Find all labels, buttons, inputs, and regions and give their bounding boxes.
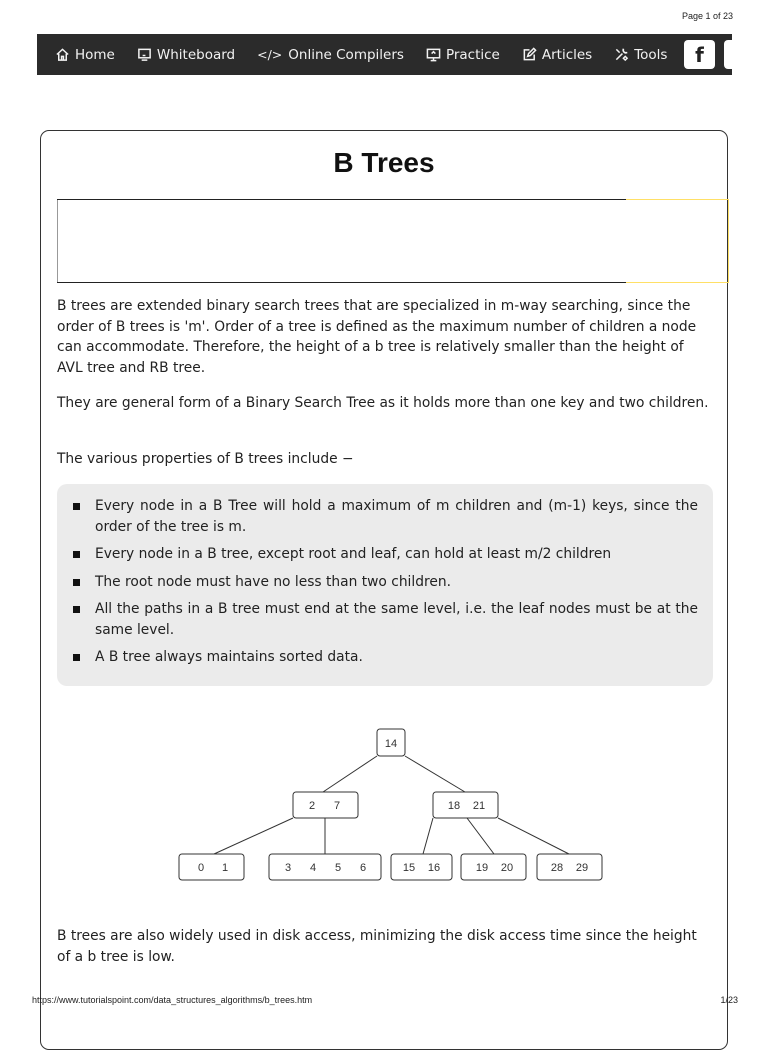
list-item: The root node must have no less than two children. [95, 572, 698, 593]
tree-node-leaf [391, 854, 452, 880]
print-footer-page-number: 1/23 [720, 995, 738, 1005]
list-item: All the paths in a B tree must end at the same level, i.e. the leaf nodes must be at the same level. [95, 599, 698, 640]
tree-node-leaf [269, 854, 381, 880]
list-item: Every node in a B Tree will hold a maximum of m children and (m-1) keys, since the order of the tree is m. [95, 496, 698, 537]
nav-online-compilers-label: Online Compilers [288, 46, 404, 63]
node-key: 4 [309, 862, 317, 874]
list-item: Every node in a B tree, except root and leaf, can hold at least m/2 children [95, 544, 698, 565]
node-key: 15 [402, 862, 416, 874]
node-key: 7 [333, 800, 341, 812]
node-key: 14 [384, 738, 398, 750]
properties-intro: The various properties of B trees include − [57, 451, 354, 467]
node-key: 18 [447, 800, 461, 812]
code-icon: </> [257, 47, 283, 62]
tree-node-root [377, 729, 405, 756]
node-key: 2 [308, 800, 316, 812]
tree-edge [323, 756, 377, 792]
node-key: 5 [334, 862, 342, 874]
print-page-header: Page 1 of 23 [681, 11, 733, 21]
node-key: 1 [221, 862, 229, 874]
node-key: 29 [575, 862, 589, 874]
node-key: 3 [284, 862, 292, 874]
nav-practice-label: Practice [445, 46, 500, 63]
nav-home-label: Home [75, 46, 115, 63]
disk-access-paragraph: B trees are also widely used in disk access, minimizing the disk access time since the height of a b tree is low. [57, 928, 697, 965]
tree-node-leaf [179, 854, 244, 880]
node-key: 19 [475, 862, 489, 874]
page-title: B Trees [333, 147, 435, 178]
list-item: A B tree always maintains sorted data. [95, 647, 698, 668]
node-key: 20 [500, 862, 514, 874]
general-form-paragraph: They are general form of a Binary Search Tree as it holds more than one key and two children. [57, 395, 709, 411]
nav-whiteboard-label: Whiteboard [156, 46, 236, 63]
nav-tools-label: Tools [634, 46, 668, 63]
node-key: 28 [550, 862, 564, 874]
tree-node-leaf [537, 854, 602, 880]
intro-paragraph: B trees are extended binary search trees that are specialized in m-way searching, since the order of B trees is 'm'. Order of a tree is defined as the maximum number of children a node can accommodate. Therefore, the height of a b tree is relatively smaller than the height of AVL tree and RB tree. [57, 298, 697, 376]
node-key: 16 [427, 862, 441, 874]
node-key: 6 [359, 862, 367, 874]
nav-articles-label: Articles [541, 46, 593, 63]
node-key: 21 [472, 800, 486, 812]
tree-node-leaf [461, 854, 526, 880]
node-key: 0 [197, 862, 205, 874]
tree-edge [423, 818, 433, 854]
tree-node [433, 792, 498, 818]
print-footer-url: https://www.tutorialspoint.com/data_structures_algorithms/b_trees.htm [32, 995, 313, 1005]
tree-node [293, 792, 358, 818]
tree-edge [214, 818, 293, 854]
tree-edge [467, 818, 494, 854]
tree-edge [405, 756, 465, 792]
tree-edge [498, 818, 569, 854]
facebook-icon: f [695, 42, 704, 67]
